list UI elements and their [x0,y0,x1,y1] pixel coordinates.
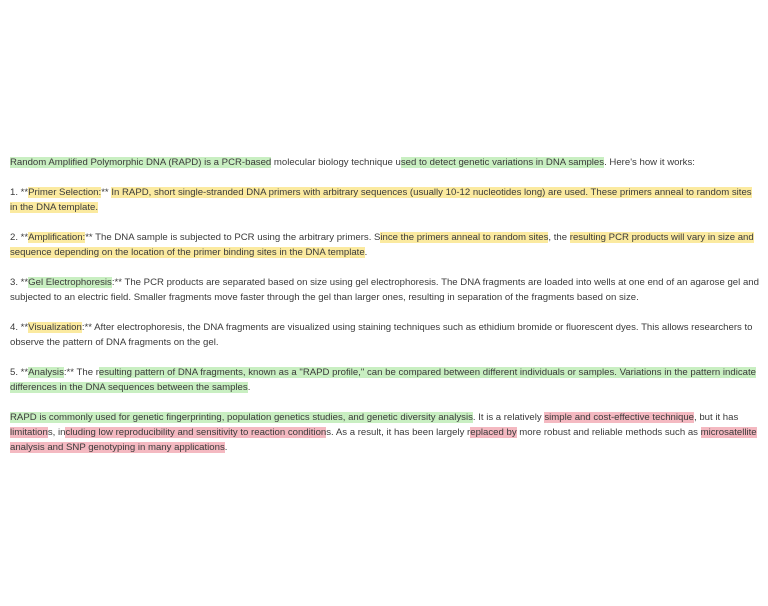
highlighted-span: simple and cost-effective technique [544,412,695,423]
highlighted-span: Amplification: [28,232,86,243]
text-span: 5. ** [10,367,29,378]
highlighted-span: microsatellite analysis and SNP genotyping in many applications [10,427,757,453]
highlighted-span: limitation [10,427,48,438]
text-span: :** The PCR products are separated based on size using gel electrophoresis. The DNA fragments are loaded into wells at one end of an agarose gel and subjected to an electric field. Smaller fragments move faster through the gel than larger ones, resulting in separation of the fragments based on size. [10,277,759,303]
paragraph-5 [10,320,760,350]
highlighted-span: Analysis [28,367,64,378]
highlighted-span: esulting pattern of DNA fragments, known as a "RAPD profile," can be compared between different individuals or samples. Variations in the pattern indicate differences in the DNA sequences between the samples [10,367,756,393]
highlighted-document [10,155,760,470]
text-span: , the [548,232,570,243]
paragraph-3 [10,230,760,260]
text-span: ** [101,187,112,198]
paragraph-4 [10,275,760,305]
highlighted-span: sed to detect genetic variations in DNA samples [400,157,605,168]
text-span: . It is a relatively [472,412,545,423]
text-span: . [224,442,228,453]
text-span: :** The r [63,367,99,378]
text-span: . [364,247,368,258]
highlighted-span: RAPD is commonly used for genetic fingerprinting, population genetics studies, and genetic diversity analysis [10,412,473,423]
text-span: . Here's how it works: [604,157,695,168]
paragraph-2 [10,185,760,215]
paragraph-7 [10,410,760,455]
text-span: s, in [47,427,66,438]
text-span: 4. ** [10,322,29,333]
text-span: s. As a result, it has been largely r [326,427,471,438]
text-span: more robust and reliable methods such as [516,427,701,438]
paragraph-6 [10,365,760,395]
paragraph-1 [10,155,760,170]
highlighted-span: In RAPD, short single-stranded DNA primers with arbitrary sequences (usually 10-12 nucleotides long) are used. These primers anneal to random sites in the DNA template. [10,187,752,213]
highlighted-span: Visualization [28,322,82,333]
highlighted-span: ince the primers anneal to random sites [380,232,549,243]
text-span: ** The DNA sample is subjected to PCR using the arbitrary primers. S [85,232,381,243]
highlighted-span: resulting PCR products will vary in size and sequence depending on the location of the primer binding sites in the DNA template [10,232,754,258]
highlighted-span: eplaced by [470,427,517,438]
text-span: 2. ** [10,232,29,243]
text-span: 3. ** [10,277,29,288]
highlighted-span: Gel Electrophoresis [28,277,112,288]
text-span: 1. ** [10,187,29,198]
text-span: :** After electrophoresis, the DNA fragments are visualized using staining techniques such as ethidium bromide or fluorescent dyes. This allows researchers to observe the pattern of DNA fragments on the gel. [10,322,753,348]
text-span: . [247,382,251,393]
highlighted-span: Primer Selection: [28,187,102,198]
text-span: , but it has [694,412,739,423]
text-span: molecular biology technique u [271,157,401,168]
highlighted-span: cluding low reproducibility and sensitivity to reaction condition [65,427,327,438]
highlighted-span: Random Amplified Polymorphic DNA (RAPD) is a PCR-based [10,157,272,168]
